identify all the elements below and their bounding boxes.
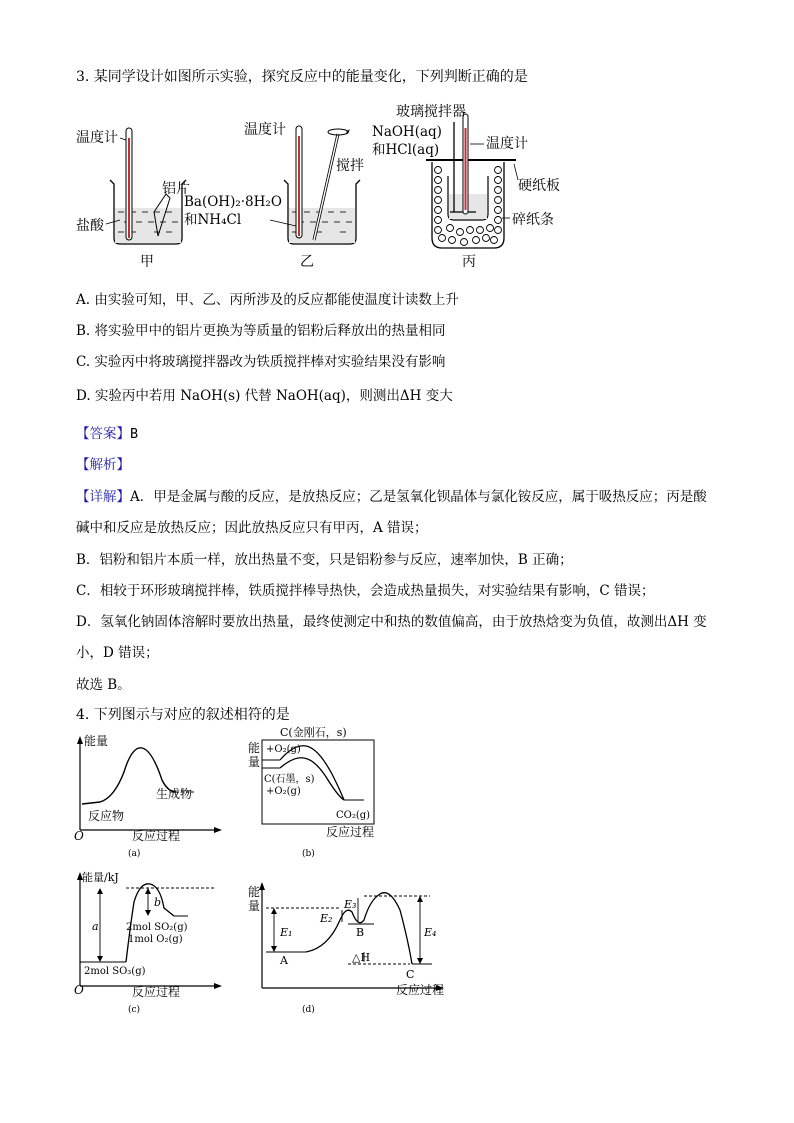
beaker-yi (284, 126, 360, 244)
c-xlabel: 反应过程 (132, 985, 181, 999)
b-xlabel: 反应过程 (326, 825, 375, 839)
jia-thermometer-label: 温度计 (76, 130, 118, 146)
a-caption: (a) (128, 849, 141, 859)
b-ylabel-1: 能 (248, 741, 261, 755)
bing-caption: 丙 (462, 254, 476, 270)
yi-stir-label: 搅拌 (336, 158, 364, 174)
b-bottom2: +O₂(g) (266, 786, 301, 797)
answer-value: B (130, 426, 139, 442)
d-A: A (280, 954, 288, 967)
detail-text-4: C．相较于环形玻璃搅拌棒，铁质搅拌棒导热快，会造成热量损失，对实验结果有影响，C 错误； (76, 583, 655, 599)
c-caption: (c) (128, 1005, 141, 1015)
c-low: 2mol SO₃(g) (84, 966, 146, 977)
q3-answer-row (76, 422, 138, 442)
analysis-tag: 【解析】 (76, 457, 130, 473)
b-bottom: C(石墨，s) (264, 774, 315, 785)
a-product: 生成物 (156, 787, 193, 801)
q3-option-b: B. 将实验甲中的铝片更换为等质量的铝粉后释放出的热量相同 (76, 323, 446, 339)
c-b-label: b (154, 896, 162, 909)
bing-sol2: 和HCl(aq) (372, 142, 440, 158)
a-ylabel: 能量 (84, 734, 109, 748)
c-mid2: 1mol O₂(g) (128, 934, 183, 945)
b-caption: (b) (302, 849, 315, 859)
a-reactant: 反应物 (88, 809, 125, 823)
jia-al-label: 铝片 (162, 181, 190, 197)
detail-text-5: D．氢氧化钠固体溶解时要放出热量，最终使测定中和热的数值偏高，由于放热焓变为负值，故测出ΔH 变 (76, 614, 707, 630)
d-xlabel: 反应过程 (396, 983, 445, 997)
d-ylabel-2: 量 (248, 899, 261, 913)
detail-text-6: 小，D 错误； (76, 645, 159, 661)
yi-reagent1: Ba(OH)₂·8H₂O (184, 194, 282, 210)
answer-tag: 【答案】 (76, 426, 130, 442)
d-ylabel-1: 能 (248, 885, 261, 899)
d-caption: (d) (302, 1005, 315, 1015)
d-E4: E₄ (424, 926, 437, 939)
d-C: C (406, 968, 415, 981)
jia-acid-label: 盐酸 (76, 218, 104, 234)
a-xlabel: 反应过程 (132, 829, 181, 843)
d-E3: E₃ (344, 898, 357, 911)
d-dH: △H (352, 951, 371, 964)
d-B: B (356, 926, 365, 939)
detail-text-3: B．铝粉和铝片本质一样，放出热量不变，只是铝粉参与反应，速率加快，B 正确； (76, 552, 573, 568)
b-product: CO₂(g) (336, 810, 371, 821)
d-E1: E₁ (280, 926, 293, 939)
bing-stirrer-label: 玻璃搅拌器 (396, 104, 466, 120)
detail-row-1 (76, 485, 707, 505)
q3-option-d: D. 实验丙中若用 NaOH(s) 代替 NaOH(aq)，则测出ΔH 变大 (76, 388, 453, 404)
q4-figure-a (70, 732, 230, 862)
yi-thermometer-label: 温度计 (244, 122, 286, 138)
c-mid1: 2mol SO₂(g) (126, 922, 188, 933)
bing-board-label: 硬纸板 (518, 178, 560, 194)
q4-figure-d (240, 880, 450, 1020)
q4-stem: 4. 下列图示与对应的叙述相符的是 (76, 707, 290, 723)
yi-reagent2: 和NH₄Cl (184, 212, 242, 228)
q4-figure-c (70, 868, 230, 1018)
c-a-label: a (92, 920, 99, 933)
detail-text-2: 碱中和反应是放热反应；因此放热反应只有甲丙，A 错误； (76, 520, 428, 536)
c-origin: O (74, 983, 84, 997)
q4-figure-b (240, 724, 390, 864)
q3-option-c: C. 实验丙中将玻璃搅拌器改为铁质搅拌棒对实验结果没有影响 (76, 354, 446, 370)
detail-tag: 【详解】 (76, 489, 130, 505)
detail-text-7: 故选 B。 (76, 677, 131, 693)
a-origin: O (74, 829, 84, 843)
bing-paper-label: 碎纸条 (512, 212, 554, 228)
bing-thermometer-label: 温度计 (486, 136, 528, 152)
b-top: C(金刚石，s) (280, 726, 347, 739)
bing-sol1: NaOH(aq) (372, 124, 442, 140)
q3-option-a: A. 由实验可知，甲、乙、丙所涉及的反应都能使温度计读数上升 (76, 292, 459, 308)
q3-stem: 3. 某同学设计如图所示实验，探究反应中的能量变化，下列判断正确的是 (76, 69, 528, 85)
c-ylabel: 能量/kJ (82, 871, 119, 884)
d-E2: E₂ (320, 912, 333, 925)
q3-apparatus-figure (70, 98, 570, 276)
b-ylabel-2: 量 (248, 755, 261, 769)
jia-caption: 甲 (140, 254, 154, 270)
yi-caption: 乙 (300, 254, 314, 270)
detail-text-1: A．甲是金属与酸的反应，是放热反应；乙是氢氧化钡晶体与氯化铵反应，属于吸热反应；丙是酸 (130, 489, 707, 505)
b-top2: +O₂(g) (266, 744, 301, 755)
